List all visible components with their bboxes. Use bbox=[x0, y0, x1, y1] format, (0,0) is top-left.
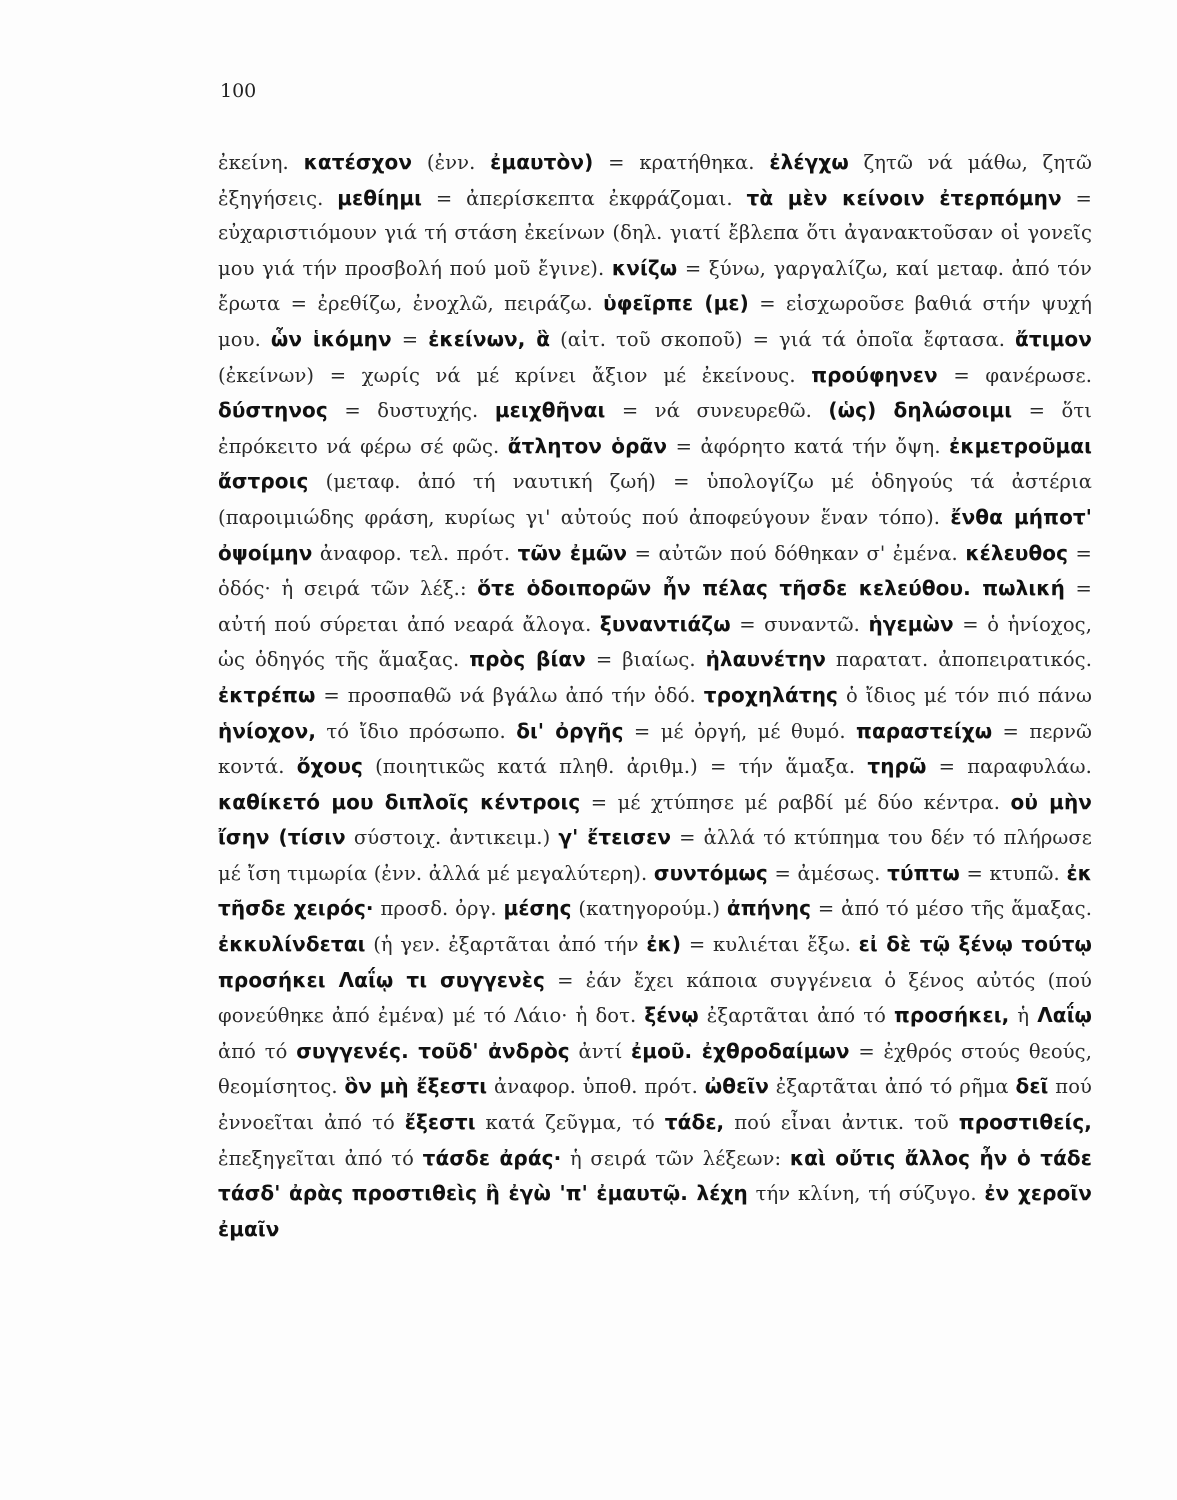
gloss-text: ζητῶ νά μάθω, ζητῶ ἐξηγήσεις. bbox=[218, 151, 1093, 210]
gloss-text: = ἐάν ἔχει κάποια συγγένεια ὁ ξένος αὐτός (πού φονεύθηκε ἀπό ἐμένα) μέ τό Λάιο· ἡ δοτ. bbox=[218, 968, 1092, 1028]
gloss-text: = αὐτή πού σύρεται ἀπό νεαρά ἄλογα. bbox=[218, 577, 1092, 636]
lemma-term: ἐκκυλίνδεται bbox=[218, 932, 366, 957]
lemma-term: ἐμοῦ. ἐχθροδαίμων bbox=[631, 1038, 850, 1063]
lemma-term: συγγενές. τοῦδ' ἀνδρὸς bbox=[296, 1038, 570, 1063]
lemma-term: προύφηνεν bbox=[811, 362, 938, 387]
gloss-text: = ὁδός· ἡ σειρά τῶν λέξ.: bbox=[218, 541, 1092, 601]
gloss-text: = κτυπῶ. bbox=[959, 861, 1067, 885]
gloss-text: = νά συνευρεθῶ. bbox=[605, 399, 829, 423]
gloss-text: ἐκείνη. bbox=[218, 151, 304, 174]
lemma-term: ἐκ) bbox=[646, 932, 682, 957]
gloss-text: = φανέρωσε. bbox=[937, 363, 1092, 387]
gloss-text: = ἀμέσως. bbox=[767, 861, 888, 885]
lemma-term: ξένῳ bbox=[644, 1003, 699, 1028]
lemma-term: ἐμαυτὸν) bbox=[490, 150, 594, 174]
lemma-term: μέσης bbox=[503, 896, 572, 921]
lemma-term: ἡνίοχον, bbox=[218, 718, 317, 743]
lemma-term: ἄτιμον bbox=[1015, 326, 1092, 351]
lemma-term: ἐκτρέπω bbox=[218, 682, 316, 707]
gloss-text: (ἐκείνων) = χωρίς νά μέ κρίνει ἄξιον μέ ἐκείνους. bbox=[218, 363, 812, 387]
lemma-term: τὰ μὲν κείνοιν ἐτερπόμην bbox=[746, 185, 1062, 210]
gloss-text: = δυστυχής. bbox=[327, 399, 495, 423]
lemma-term: δύστηνος bbox=[218, 398, 328, 423]
gloss-text: ὁ ἴδιος μέ τόν πιό πάνω bbox=[838, 683, 1092, 707]
gloss-text: ἐπεξηγεῖται ἀπό τό bbox=[218, 1146, 423, 1170]
lemma-term: κέλευθος bbox=[965, 540, 1069, 565]
lemma-term: παραστείχω bbox=[856, 718, 993, 743]
lemma-term: καθίκετό μου διπλοῖς κέντροις bbox=[218, 789, 581, 814]
lemma-term: ὄχους bbox=[296, 754, 363, 779]
gloss-text: προσδ. ὀργ. bbox=[373, 897, 504, 921]
commentary-text bbox=[218, 145, 1092, 1247]
lemma-term: (ὡς) δηλώσοιμι bbox=[828, 398, 1013, 423]
lemma-term: ξυναντιάζω bbox=[599, 611, 731, 636]
lemma-term: ἀπήνης bbox=[726, 896, 812, 921]
gloss-text: σύστοιχ. ἀντικειμ.) bbox=[345, 826, 559, 850]
gloss-text: (μεταφ. ἀπό τή ναυτική ζωή) = ὑπολογίζω μέ ὁδηγούς τά ἀστέρια (παροιμιώδης φράση, κυρίως γι' αὐτούς πού ἀποφεύγουν ἕναν τόπο). bbox=[218, 470, 1092, 529]
gloss-text: = παραφυλάω. bbox=[926, 755, 1092, 779]
gloss-text: = εὐχαριστιόμουν γιά τή στάση ἐκείνων (δηλ. γιατί ἔβλεπα ὅτι ἀγανακτοῦσαν οἱ γονεῖς μου γιά τήν προσβολή πού μοῦ ἔγινε). bbox=[218, 186, 1092, 280]
gloss-text: (ἡ γεν. ἐξαρτᾶται ἀπό τήν bbox=[365, 933, 647, 957]
gloss-text: = ὁ ἡνίοχος, ὡς ὁδηγός τῆς ἅμαξας. bbox=[218, 612, 1092, 672]
gloss-text: = αὐτῶν πού δόθηκαν σ' ἐμένα. bbox=[627, 541, 966, 565]
gloss-text: ἡ bbox=[1009, 1004, 1038, 1028]
gloss-text: (κατηγορούμ.) bbox=[571, 897, 727, 921]
gloss-text: = ἀφόρητο κατά τήν ὄψη. bbox=[667, 434, 950, 458]
gloss-text: παρατατ. ἀποπειρατικός. bbox=[826, 648, 1092, 672]
lemma-term: ἐκ τῆσδε χειρός· bbox=[218, 860, 1092, 921]
gloss-text: ἐξαρτᾶται ἀπό τό ρῆμα bbox=[768, 1075, 1016, 1099]
page-number: 100 bbox=[220, 80, 257, 102]
lemma-term: ἔνθα μήποτ' ὀψοίμην bbox=[218, 504, 1092, 565]
gloss-text: πού ἐννοεῖται ἀπό τό bbox=[218, 1075, 1092, 1135]
gloss-text: πού εἶναι ἀντικ. τοῦ bbox=[724, 1111, 959, 1135]
gloss-text: = περνῶ κοντά. bbox=[218, 719, 1092, 779]
lemma-term: καὶ οὔτις ἄλλος ἦν ὁ τάδε τάσδ' ἀρὰς προστιθεὶς ἢ ἐγὼ 'π' ἐμαυτῷ. λέχη bbox=[218, 1145, 1093, 1206]
gloss-text: = ἀπερίσκεπτα ἐκφράζομαι. bbox=[422, 186, 747, 210]
gloss-text: = συναντῶ. bbox=[730, 612, 869, 636]
gloss-text: (ποιητικῶς κατά πληθ. ἀριθμ.) = τήν ἅμαξα. bbox=[362, 755, 868, 779]
lemma-term: συντόμως bbox=[653, 860, 768, 885]
lemma-term: προστιθείς, bbox=[958, 1110, 1093, 1135]
gloss-text: ἀπό τό bbox=[218, 1039, 297, 1063]
gloss-text: = ἀπό τό μέσο τῆς ἅμαξας. bbox=[811, 897, 1092, 921]
lemma-term: πρὸς βίαν bbox=[469, 647, 586, 672]
lemma-term: ἄτλητον ὁρᾶν bbox=[507, 433, 668, 458]
lemma-term: ὠθεῖν bbox=[704, 1074, 769, 1099]
gloss-text: (ἐνν. bbox=[412, 151, 491, 174]
gloss-text: ἡ σειρά τῶν λέξεων: bbox=[561, 1146, 790, 1170]
lemma-term: τῶν ἐμῶν bbox=[517, 540, 628, 565]
gloss-text: = εἰσχωροῦσε βαθιά στήν ψυχή μου. bbox=[218, 292, 1092, 351]
lemma-term: τηρῶ bbox=[867, 754, 927, 779]
gloss-text: ἀναφορ. τελ. πρότ. bbox=[312, 541, 518, 565]
lemma-term: ἐκμετροῦμαι ἄστροις bbox=[218, 433, 1092, 494]
gloss-text: τήν κλίνη, τή σύζυγο. bbox=[747, 1182, 985, 1206]
gloss-text: = ἐχθρός στούς θεούς, θεομίσητος. bbox=[218, 1039, 1092, 1099]
gloss-text: = ἀλλά τό κτύπημα του δέν τό πλήρωσε μέ ἴση τιμωρία (ἐνν. ἀλλά μέ μεγαλύτερη). bbox=[218, 826, 1092, 885]
lemma-term: ἐλέγχω bbox=[769, 150, 849, 174]
gloss-text: = κυλιέται ἔξω. bbox=[681, 933, 859, 957]
gloss-text: ἐξαρτᾶται ἀπό τό bbox=[698, 1004, 894, 1028]
lemma-term: τροχηλάτης bbox=[703, 682, 838, 707]
lemma-term: οὐ μὴν ἴσην (τίσιν bbox=[218, 789, 1093, 850]
lemma-term: ὧν ἱκόμην bbox=[270, 326, 392, 351]
gloss-text: (αἰτ. τοῦ σκοποῦ) = γιά τά ὁποῖα ἔφτασα. bbox=[550, 327, 1015, 351]
lemma-term: Λαΐῳ bbox=[1037, 1003, 1093, 1028]
gloss-text: = μέ χτύπησε μέ ραβδί μέ δύο κέντρα. bbox=[580, 790, 1011, 814]
lemma-term: ἐκείνων, ἃ bbox=[428, 326, 551, 351]
lemma-term: ὃν μὴ ἔξεστι bbox=[344, 1074, 488, 1099]
gloss-text: = βιαίως. bbox=[585, 648, 706, 672]
lemma-term: ὑφεῖρπε (με) bbox=[603, 291, 749, 316]
lemma-term: μεθίημι bbox=[337, 185, 423, 210]
lemma-term: κνίζω bbox=[611, 255, 678, 280]
lemma-term: ἐν χεροῖν ἐμαῖν bbox=[218, 1181, 1092, 1241]
gloss-text: = προσπαθῶ νά βγάλω ἀπό τήν ὁδό. bbox=[315, 683, 704, 707]
lemma-term: προσήκει, bbox=[894, 1003, 1010, 1028]
lemma-term: δεῖ bbox=[1015, 1074, 1049, 1099]
lemma-term: τάσδε ἀράς· bbox=[422, 1145, 562, 1170]
lemma-term: ἠλαυνέτην bbox=[705, 647, 826, 672]
gloss-text: = κρατήθηκα. bbox=[593, 151, 770, 174]
lemma-term: ἡγεμὼν bbox=[868, 611, 954, 636]
lemma-term: ἔξεστι bbox=[404, 1110, 476, 1135]
gloss-text: = ξύνω, γαργαλίζω, καί μεταφ. ἀπό τόν ἔρωτα = ἐρεθίζω, ἐνοχλῶ, πειράζω. bbox=[218, 256, 1092, 316]
lemma-term: γ' ἔτεισεν bbox=[558, 825, 672, 850]
gloss-text: ἀντί bbox=[569, 1039, 632, 1063]
gloss-text: κατά ζεῦγμα, τό bbox=[475, 1111, 665, 1135]
gloss-text: τό ἴδιο πρόσωπο. bbox=[316, 719, 517, 743]
lemma-term: δι' ὀργῆς bbox=[516, 718, 624, 743]
lemma-term: κατέσχον bbox=[303, 150, 413, 174]
lemma-term: μειχθῆναι bbox=[494, 398, 606, 423]
lemma-term: τύπτω bbox=[887, 860, 960, 885]
lemma-term: εἰ δὲ τῷ ξένῳ τούτῳ προσήκει Λαΐῳ τι συγγενὲς bbox=[218, 932, 1093, 992]
lemma-term: ὅτε ὁδοιπορῶν ἦν πέλας τῆσδε κελεύθου. πωλική bbox=[477, 576, 1065, 601]
gloss-text: = bbox=[391, 327, 429, 351]
gloss-text: = μέ ὀργή, μέ θυμό. bbox=[623, 719, 857, 743]
lemma-term: τάδε, bbox=[664, 1110, 725, 1135]
gloss-text: = ὅτι ἐπρόκειτο νά φέρω σέ φῶς. bbox=[218, 399, 1092, 458]
gloss-text: ἀναφορ. ὑποθ. πρότ. bbox=[487, 1075, 705, 1099]
